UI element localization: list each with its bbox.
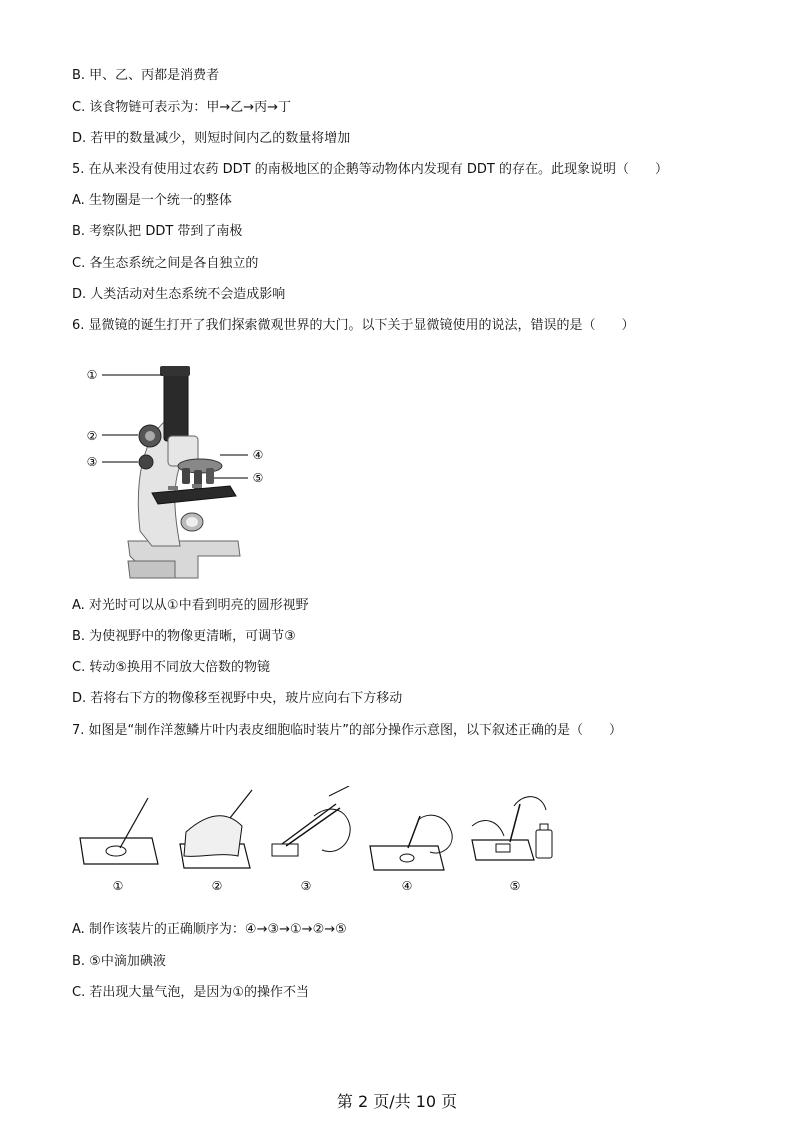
option-7a: A. 制作该装片的正确顺序为：④→③→①→②→⑤ [72,922,347,937]
option-5c: C. 各生态系统之间是各自独立的 [72,256,259,271]
option-4b: B. 甲、乙、丙都是消费者 [72,68,220,83]
page-footer: 第 2 页/共 10 页 [336,1092,458,1111]
step-label-3: ③ [300,879,312,893]
option-5d: D. 人类活动对生态系统不会造成影响 [72,287,286,302]
step-1-drawing [80,798,158,864]
step-5-drawing [472,797,552,860]
step-label-5: ⑤ [509,879,521,893]
option-6d: D. 若将右下方的物像移至视野中央，玻片应向右下方移动 [72,691,403,706]
option-5b: B. 考察队把 DDT 带到了南极 [72,224,243,239]
step-3-drawing [272,786,350,856]
slide-steps-figure [74,786,564,896]
label-objective: ⑤ [252,471,264,485]
question-5: 5. 在从来没有使用过农药 DDT 的南极地区的企鹅等动物体内发现有 DDT 的存在。此现象说明（ ） [72,162,668,177]
step-label-2: ② [211,879,223,893]
option-4d: D. 若甲的数量减少，则短时间内乙的数量将增加 [72,131,351,146]
question-6: 6. 显微镜的诞生打开了我们探索微观世界的大门。以下关于显微镜使用的说法，错误的是（ ） [72,318,635,333]
question-7: 7. 如图是“制作洋葱鳞片叶内表皮细胞临时装片”的部分操作示意图，以下叙述正确的是（ ） [72,723,623,738]
option-6b: B. 为使视野中的物像更清晰，可调节③ [72,629,296,644]
step-label-4: ④ [401,879,413,893]
label-fine-knob: ③ [86,455,98,469]
label-eyepiece: ① [86,368,98,382]
step-2-drawing [180,790,252,868]
option-6a: A. 对光时可以从①中看到明亮的圆形视野 [72,598,309,613]
label-coarse-knob: ② [86,429,98,443]
option-7b: B. ⑤中滴加碘液 [72,954,166,969]
option-4c: C. 该食物链可表示为：甲→乙→丙→丁 [72,100,292,115]
label-nosepiece: ④ [252,448,264,462]
option-5a: A. 生物圈是一个统一的整体 [72,193,232,208]
step-label-1: ① [112,879,124,893]
step-4-drawing [370,815,452,870]
option-7c: C. 若出现大量气泡，是因为①的操作不当 [72,985,309,1000]
option-6c: C. 转动⑤换用不同放大倍数的物镜 [72,660,270,675]
microscope-figure [80,356,280,584]
